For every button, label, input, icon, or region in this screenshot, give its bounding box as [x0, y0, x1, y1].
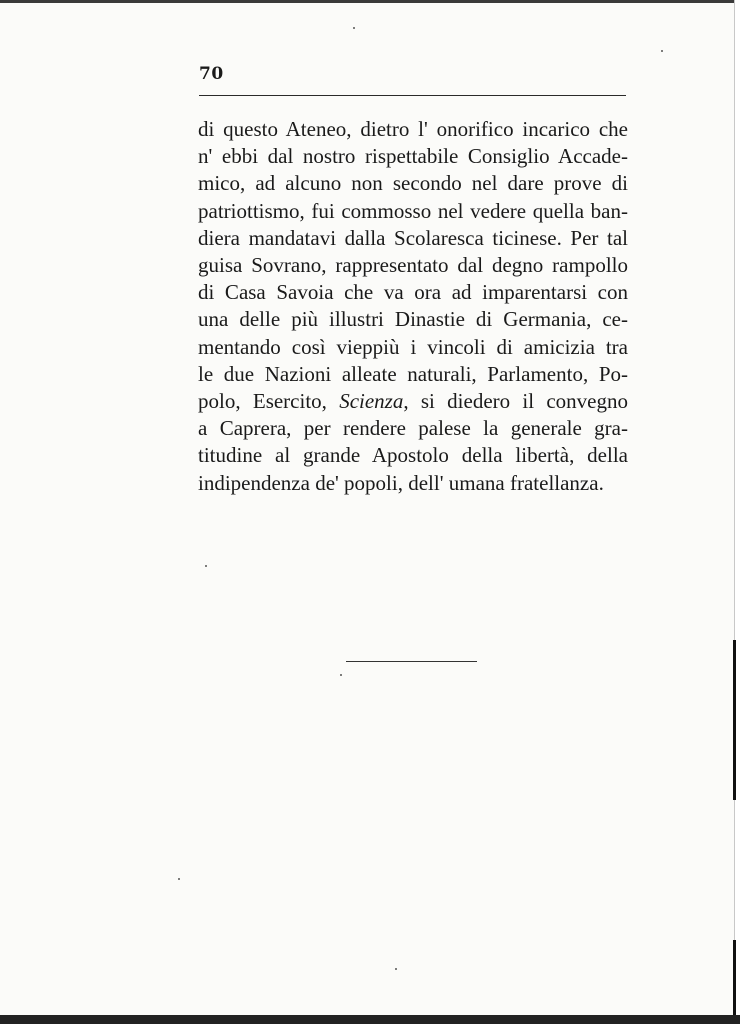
text-line-with-italic	[198, 388, 628, 415]
text-segment: , si diedero il convegno	[403, 389, 629, 414]
italic-word: Scienza	[339, 389, 404, 414]
paper-speck	[353, 27, 355, 29]
paper-speck	[661, 50, 663, 52]
page-top-edge	[0, 0, 740, 3]
page-bottom-edge	[0, 1015, 740, 1024]
paper-speck	[178, 878, 180, 880]
text-line: patriottismo, fui commosso nel vedere quella ban-	[198, 198, 628, 223]
header-rule	[199, 95, 626, 96]
text-line: di Casa Savoia che va ora ad imparentarsi con	[198, 280, 628, 305]
text-line: n' ebbi dal nostro rispettabile Consiglio Accade-	[198, 144, 628, 169]
body-paragraph	[198, 116, 628, 497]
text-line: le due Nazioni alleate naturali, Parlamento, Po-	[198, 361, 628, 386]
text-line: indipendenza de' popoli, dell' umana fratellanza.	[198, 470, 604, 495]
text-line: mentando così vieppiù i vincoli di amicizia tra	[198, 334, 628, 359]
text-segment: polo, Esercito,	[198, 389, 327, 414]
text-line: diera mandatavi dalla Scolaresca ticinese. Per tal	[198, 225, 628, 250]
paper-speck	[395, 968, 397, 970]
paper-speck	[340, 674, 342, 676]
section-end-rule	[346, 661, 477, 662]
text-line: guisa Sovrano, rappresentato dal degno rampollo	[198, 253, 628, 278]
scan-edge-mark	[733, 940, 736, 1015]
text-line: a Caprera, per rendere palese la generale gra-	[198, 416, 628, 441]
text-line: una delle più illustri Dinastie di Germania, ce-	[198, 307, 628, 332]
paper-speck	[205, 565, 207, 567]
scan-edge-mark	[733, 640, 736, 800]
text-line: titudine al grande Apostolo della libertà, della	[198, 443, 628, 468]
text-line: di questo Ateneo, dietro l' onorifico incarico che	[198, 117, 628, 141]
page-right-edge	[734, 0, 740, 1024]
page-number: 70	[199, 64, 224, 84]
text-line: mico, ad alcuno non secondo nel dare prove di	[198, 171, 628, 196]
